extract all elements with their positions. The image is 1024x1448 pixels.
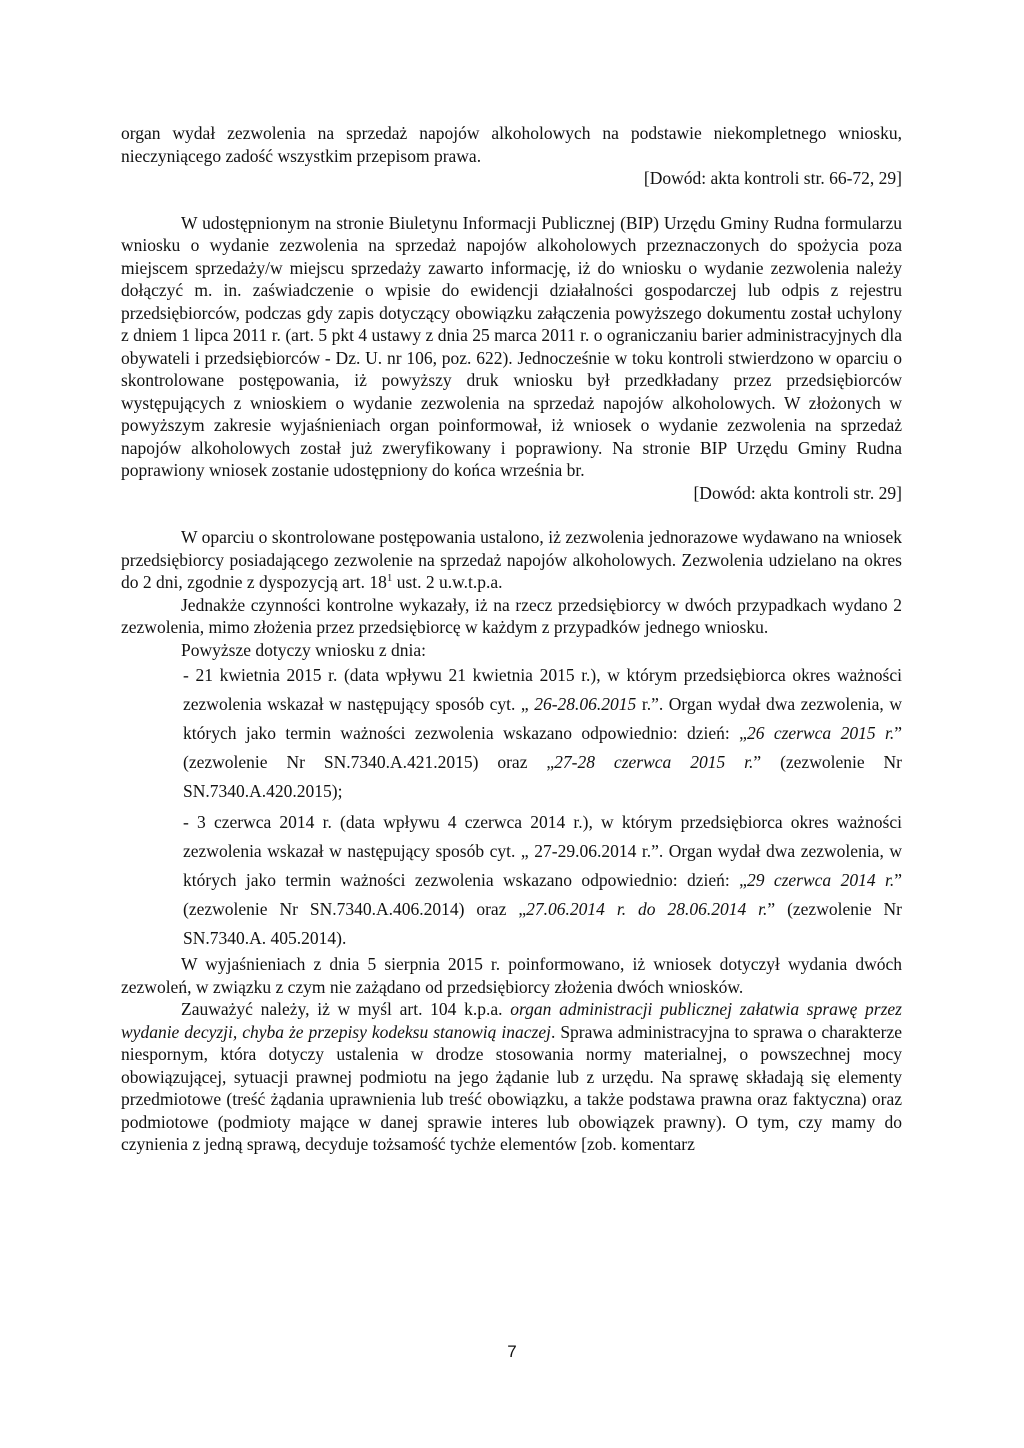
evidence-note-1: [Dowód: akta kontroli str. 66-72, 29] bbox=[643, 168, 902, 188]
paragraph-4: Jednakże czynności kontrolne wykazały, iż na rzecz przedsiębiorcy w dwóch przypadkach wydano 2 zezwolenia, mimo złożenia przez przedsiębiorcę w każdym z przypadków jednego wniosku. bbox=[121, 594, 902, 637]
paragraph-1: organ wydał zezwolenia na sprzedaż napojów alkoholowych na podstawie niekompletnego wniosku, nieczyniącego zadość wszystkim przepisom prawa. bbox=[121, 123, 902, 166]
list-item: - 3 czerwca 2014 r. (data wpływu 4 czerwca 2014 r.), w którym przedsiębiorca okres ważności zezwolenia wskazał w następujący sposób cyt. „ 27-29.06.2014 r.”. Organ wydał dwa zezwolenia, w których jako termin ważności zezwolenia wskazano odpowiednio: dzień: „29 czerwca 2014 r.” (zezwolenie Nr SN.7340.A.406.2014) oraz „27.06.2014 r. do 28.06.2014 r.” (zezwolenie Nr SN.7340.A. 405.2014). bbox=[183, 812, 902, 948]
document-body bbox=[121, 122, 902, 1156]
case-list bbox=[183, 661, 902, 953]
paragraph-5: Powyższe dotyczy wniosku z dnia: bbox=[181, 639, 426, 660]
paragraph-6: W wyjaśnieniach z dnia 5 sierpnia 2015 r. poinformowano, iż wniosek dotyczył wydania dwóch zezwoleń, w związku z czym nie zażądano od przedsiębiorcy złożenia dwóch wniosków. bbox=[121, 954, 902, 997]
paragraph-3: W oparciu o skontrolowane postępowania ustalono, iż zezwolenia jednorazowe wydawano na wniosek przedsiębiorcy posiadającego zezwolenie na sprzedaż napojów alkoholowych. Zezwolenia udzielano na okres do 2 dni, zgodnie z dyspozycją art. $18^1$ ust. 2 u.w.t.p.a. bbox=[121, 527, 902, 592]
paragraph-2: W udostępnionym na stronie Biuletynu Informacji Publicznej (BIP) Urzędu Gminy Rudna formularzu wniosku o wydanie zezwolenia na sprzedaż napojów alkoholowych przeznaczonych do spożycia poza miejscem sprzedaży/w miejscu sprzedaży zawarto informację, iż do wniosku o wydanie zezwolenia należy dołączyć m. in. zaświadczenie o wpisie do ewidencji działalności gospodarczej lub odpis z rejestru przedsiębiorców, podczas gdy zapis dotyczący obowiązku załączenia powyższego dokumentu został uchylony z dniem 1 lipca 2011 r. (art. 5 pkt 4 ustawy z dnia 25 marca 2011 r. o ograniczaniu barier administracyjnych dla obywateli i przedsiębiorców - Dz. U. nr 106, poz. 622). Jednocześnie w toku kontroli stwierdzono w oparciu o skontrolowane postępowania, iż powyższy druk wniosku był przedkładany przez przedsiębiorców występujących z wnioskiem o wydanie zezwolenia na sprzedaż napojów alkoholowych. W złożonych w powyższym zakresie wyjaśnieniach organ poinformował, iż wniosek o wydanie zezwolenia na sprzedaż napojów alkoholowych został już zweryfikowany i poprawiony. Na stronie BIP Urzędu Gminy Rudna poprawiony wniosek zostanie udostępniony do końca września br. bbox=[121, 212, 902, 480]
evidence-note-2: [Dowód: akta kontroli str. 29] bbox=[693, 482, 902, 503]
superscript: 1 bbox=[386, 572, 393, 585]
paragraph-7: Zauważyć należy, iż w myśl art. 104 k.p.a. organ administracji publicznej załatwia sprawę przez wydanie decyzji, chyba że przepisy kodeksu stanowią inaczej. Sprawa administracyjna to sprawa o charakterze niespornym, która dotyczy ustalenia w drodze stosowania normy materialnej, o powszechnej mocy obowiązującej, sytuacji prawnej podmiotu na jego żądanie lub z urzędu. Na sprawę składają się elementy przedmiotowe (treść żądania uprawnienia lub treść obowiązku, a także podstawa prawna oraz faktyczna) oraz podmiotowe (podmioty mające w danej sprawie interes lub obowiązek prawny). O tym, czy mamy do czynienia z jedną sprawą, decyduje tożsamość tychże elementów [zob. komentarz bbox=[121, 999, 903, 1154]
list-item: - 21 kwietnia 2015 r. (data wpływu 21 kwietnia 2015 r.), w którym przedsiębiorca okres ważności zezwolenia wskazał w następujący sposób cyt. „ 26-28.06.2015 r.”. Organ wydał dwa zezwolenia, w których jako termin ważności zezwolenia wskazano odpowiednio: dzień: „26 czerwca 2015 r.” (zezwolenie Nr SN.7340.A.421.2015) oraz „27-28 czerwca 2015 r.” (zezwolenie Nr SN.7340.A.420.2015); bbox=[183, 665, 902, 801]
page-number: 7 bbox=[507, 1342, 517, 1361]
